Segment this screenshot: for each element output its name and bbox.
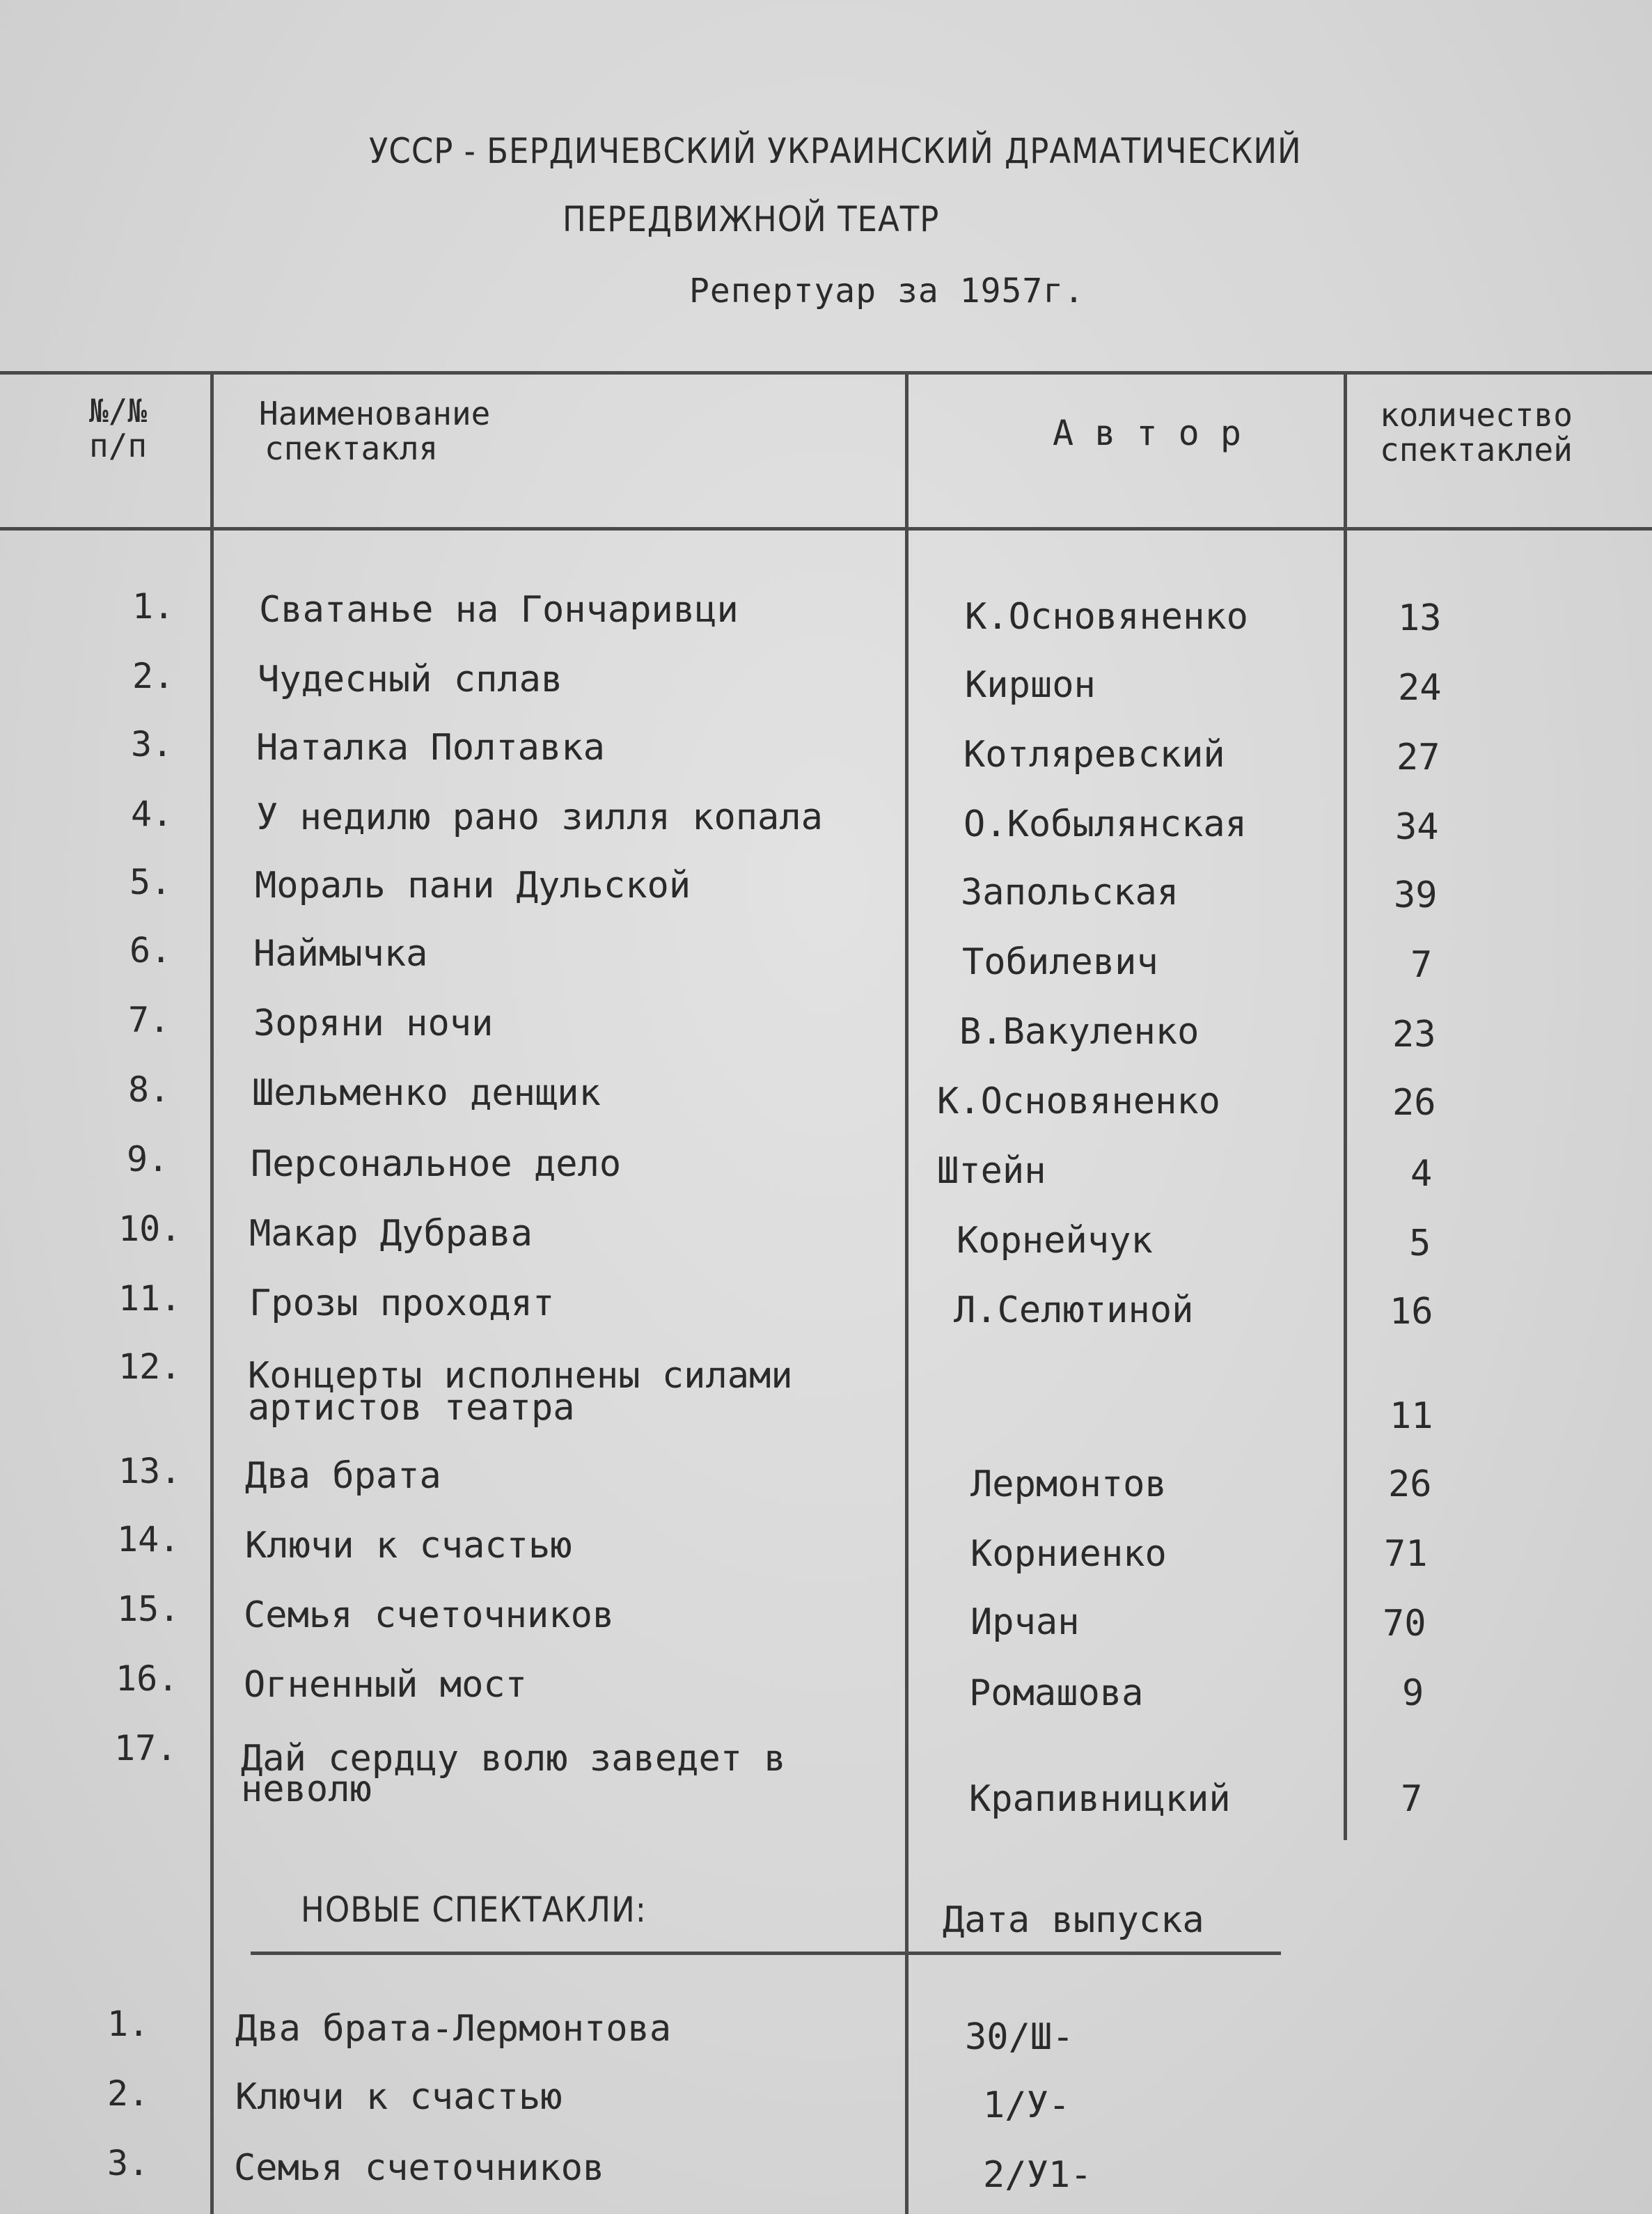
column-divider-1 [210,371,214,2214]
row-number: 9. [127,1139,169,1179]
column-divider-2 [905,371,908,2214]
row-count: 7 [1410,944,1433,986]
row-number: 12. [118,1347,182,1387]
row-count: 26 [1388,1463,1432,1505]
row-author: Киршон [965,664,1096,706]
row-author: Запольская [961,872,1179,913]
row-title: Персональное дело [251,1143,622,1185]
document-subtitle: Репертуар за 1957г. [689,272,1085,311]
new-shows-rule [251,1952,1281,1955]
row-number: 8. [128,1069,171,1110]
row-number: 5. [129,862,172,902]
table-header-rule [0,527,1652,531]
row-count: 4 [1410,1153,1433,1195]
row-author: К.Основяненко [965,596,1248,638]
new-shows-heading: НОВЫЕ СПЕКТАКЛИ: [301,1890,647,1930]
header-number-line1: №/№ [89,392,148,430]
column-divider-3 [1344,371,1347,1840]
row-count: 5 [1409,1223,1431,1264]
row-title: Наталка Полтавка [256,727,605,769]
row-number: 11. [118,1278,182,1319]
header-name-line1: Наименование [259,395,491,432]
row-title: Шельменко денщик [252,1072,601,1114]
header-author: А в т о р [1053,413,1241,453]
row-author: Ирчан [970,1601,1080,1643]
row-number: 13. [118,1451,182,1491]
row-author: Штейн [937,1150,1046,1192]
table-top-rule [0,371,1652,375]
header-number-line2: п/п [89,427,148,464]
new-show-title: Два брата-Лермонтова [235,2008,672,2050]
new-show-number: 3. [107,2143,150,2183]
row-count: 9 [1402,1672,1424,1714]
row-count: 24 [1398,667,1442,709]
new-show-date: 30/Ш- [965,2016,1074,2058]
row-title: Грозы проходят [249,1282,555,1324]
new-show-title: Семья счеточников [234,2147,605,2189]
row-number: 1. [132,586,175,627]
row-author: Ромашова [969,1672,1144,1714]
row-title: Семья счеточников [244,1594,615,1636]
row-author: Корнейчук [957,1220,1153,1262]
row-title: Мораль пани Дульской [255,865,691,906]
row-title: Наймычка [253,933,428,975]
row-count: 23 [1392,1014,1436,1055]
row-count: 70 [1383,1603,1426,1644]
row-count: 39 [1394,874,1438,916]
row-title: Два брата [245,1455,441,1497]
row-author: В.Вакуленко [959,1011,1199,1053]
row-author: О.Кобылянская [963,803,1247,845]
release-date-header: Дата выпуска [943,1899,1204,1941]
row-number: 15. [117,1589,180,1629]
row-title-continued: неволю [241,1768,372,1810]
row-title: Чудесный сплав [258,659,563,700]
new-show-date: 1/У- [983,2085,1071,2126]
document-title-line1: УССР - БЕРДИЧЕВСКИЙ УКРАИНСКИЙ ДРАМАТИЧЕСКИЙ [369,131,1302,171]
row-title: Дай сердцу волю заведет в [241,1738,786,1780]
row-count: 16 [1390,1291,1433,1333]
row-count: 71 [1384,1533,1428,1575]
header-count-line1: количество [1380,396,1573,434]
row-title: Зоряни ночи [253,1003,494,1044]
row-author: Корниенко [970,1533,1167,1575]
row-number: 10. [118,1209,182,1249]
row-author: Тобилевич [962,941,1158,983]
row-number: 17. [114,1728,178,1768]
row-count: 34 [1395,806,1439,848]
document-title-line2: ПЕРЕДВИЖНОЙ ТЕАТР [563,199,940,240]
row-title: Макар Дубрава [249,1213,533,1255]
row-author: Лермонтов [970,1463,1167,1505]
new-show-date: 2/У1- [983,2154,1092,2196]
row-title: Концерты исполнены силами [248,1355,793,1397]
row-title-continued: артистов театра [248,1387,575,1429]
row-author: Л.Селютиной [954,1289,1194,1331]
new-show-number: 1. [107,2004,150,2044]
row-title: У недилю рано зилля копала [256,796,823,838]
row-count: 26 [1392,1082,1436,1124]
row-author: Крапивницкий [969,1778,1231,1820]
row-title: Сватанье на Гончаривци [259,589,739,631]
row-number: 6. [129,930,172,971]
row-number: 4. [131,794,173,834]
row-number: 7. [128,1000,171,1040]
row-count: 13 [1398,597,1442,639]
row-title: Ключи к счастью [245,1525,572,1567]
new-show-title: Ключи к счастью [235,2076,563,2118]
header-count-line2: спектаклей [1380,431,1573,469]
row-count: 11 [1390,1395,1433,1437]
row-count: 7 [1401,1778,1423,1820]
row-count: 27 [1397,737,1440,778]
row-title: Огненный мост [244,1664,527,1706]
row-number: 14. [117,1519,180,1560]
row-number: 16. [116,1658,179,1699]
header-name-line2: спектакля [265,430,439,467]
row-number: 3. [131,724,173,764]
row-author: К.Основяненко [937,1081,1220,1122]
row-author: Котляревский [963,734,1225,776]
row-number: 2. [132,656,175,696]
new-show-number: 2. [107,2073,150,2114]
